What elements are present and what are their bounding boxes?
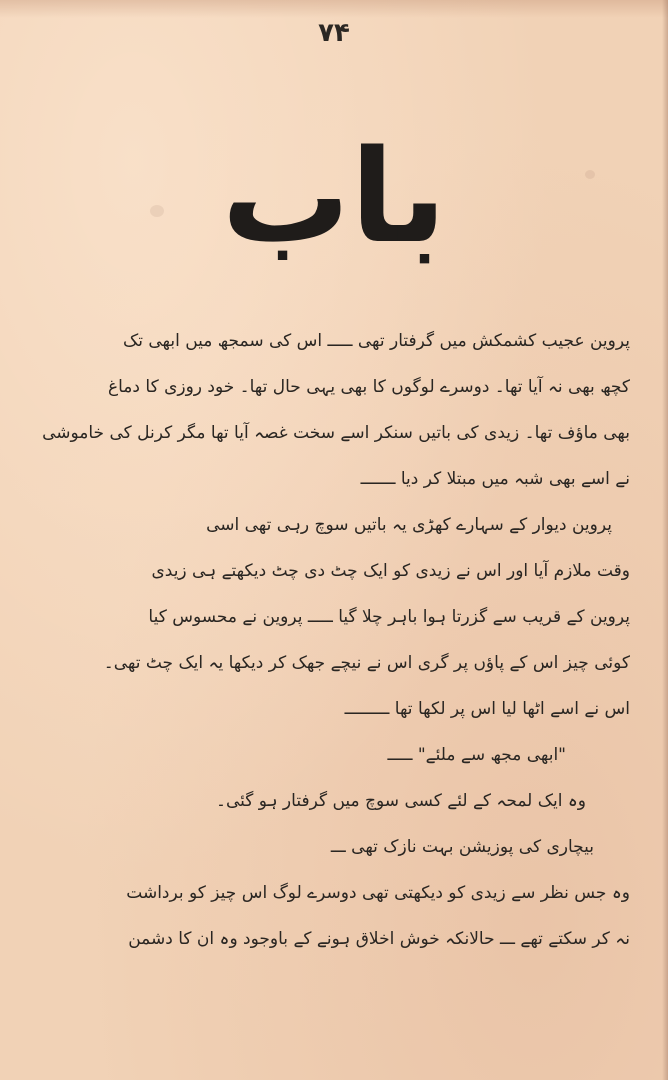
page-number: ۷۴ [318,18,350,48]
text-line: پروین کے قریب سے گزرتا ہوا باہر چلا گیا ـــــ پروین نے محسوس کیا [148,607,630,627]
text-line: وہ ایک لمحہ کے لئے کسی سوچ میں گرفتار ہو گئی۔ [216,791,586,811]
text-line: نہ کر سکتے تھے ـــ حالانکہ خوش اخلاق ہونے کے باوجود وہ ان کا دشمن [128,929,630,949]
text-line: کوئی چیز اس کے پاؤں پر گری اس نے نیچے جھک کر دیکھا یہ ایک چٹ تھی۔ [103,653,630,673]
body-text [22,318,630,962]
text-line: بیچاری کی پوزیشن بہت نازک تھی ـــ [330,837,594,857]
paragraph-3 [22,732,630,778]
text-line: پروین دیوار کے سہارے کھڑی یہ باتیں سوچ رہی تھی اسی [206,515,612,535]
paragraph-4 [22,778,630,824]
page-top-shadow [0,0,668,18]
paragraph-2 [22,502,630,732]
paragraph-5 [22,824,630,870]
text-line: بھی ماؤف تھا۔ زیدی کی باتیں سنکر اسے سخت غصہ آیا تھا مگر کرنل کی خاموشی [42,423,630,443]
text-line: کچھ بھی نہ آیا تھا۔ دوسرے لوگوں کا بھی یہی حال تھا۔ خود روزی کا دماغ [107,377,630,397]
text-line: وقت ملازم آیا اور اس نے زیدی کو ایک چٹ دی چٹ دیکھتے ہی زیدی [151,561,630,581]
paragraph-6 [22,870,630,962]
text-line: اس نے اسے اٹھا لیا اس پر لکھا تھا ـــــــــ [344,699,630,719]
text-line: نے اسے بھی شبہ میں مبتلا کر دیا ـــــــ [360,469,630,489]
text-line: وہ جس نظر سے زیدی کو دیکھتی تھی دوسرے لوگ اس چیز کو برداشت [126,883,630,903]
paragraph-1 [22,318,630,502]
quoted-note: "ابھی مجھ سے ملئے" ـــــ [387,745,566,765]
text-line: پروین عجیب کشمکش میں گرفتار تھی ـــــ اس کی سمجھ میں ابھی تک [123,331,630,351]
chapter-heading: باب [221,123,447,272]
